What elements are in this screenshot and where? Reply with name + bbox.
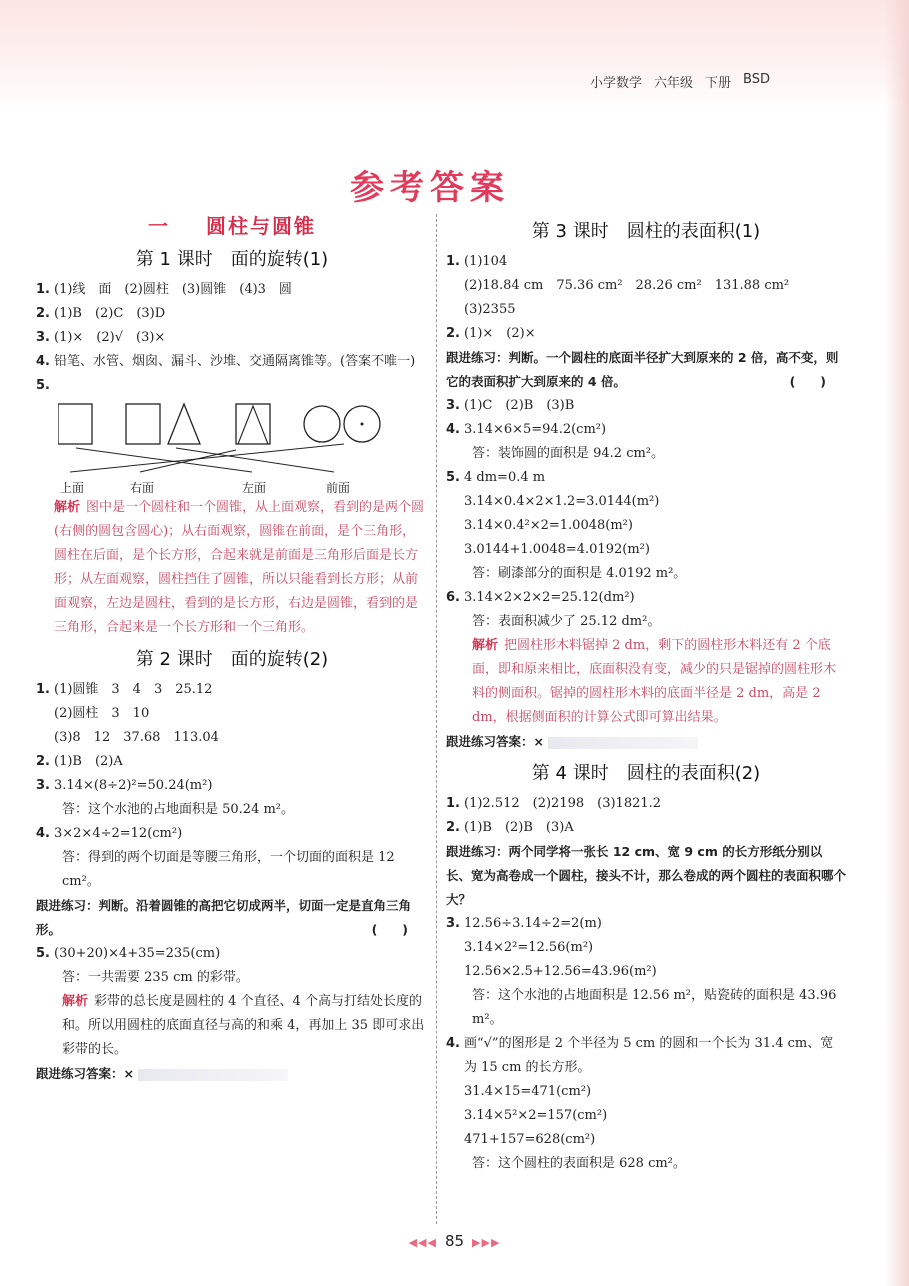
l1-q5: 5. bbox=[36, 378, 50, 393]
view-rectangle-1 bbox=[58, 404, 92, 444]
l1-q4: 4. 铅笔、水管、烟囱、漏斗、沙堆、交通隔离锥等。(答案不唯一) bbox=[36, 354, 416, 369]
l3-q5-answer: 答：刷漆部分的面积是 4.0192 m²。 bbox=[472, 566, 687, 581]
volume-label: 下册 bbox=[705, 76, 732, 91]
lesson-3-title: 第 3 课时 圆柱的表面积(1) bbox=[531, 221, 761, 242]
l1-q3: 3. (1)× (2)√ (3)× bbox=[36, 330, 166, 345]
l3-q5-3: 3.14×0.4²×2=1.0048(m²) bbox=[464, 518, 633, 533]
label-front-view: 前面 bbox=[326, 481, 351, 495]
l4-q4-answer: 答：这个圆柱的表面积是 628 cm²。 bbox=[472, 1156, 686, 1171]
label-right-view: 右面 bbox=[130, 481, 155, 495]
l2-q2: 2. (1)B (2)A bbox=[36, 754, 123, 769]
view-circle-1 bbox=[304, 406, 340, 442]
l4-followup: 跟进练习：两个同学将一张长 12 cm、宽 9 cm 的长方形纸分别以长、宽为高卷成一个圆柱，接头不计，那么卷成的两个圆柱的表面积哪个大？ bbox=[446, 844, 847, 907]
l2-q1-3: (3)8 12 37.68 113.04 bbox=[54, 730, 219, 745]
subject-label: 小学数学 bbox=[590, 76, 643, 91]
running-head bbox=[590, 72, 850, 91]
l2-q1: 1. (1)圆锥 3 4 3 25.12 bbox=[36, 682, 213, 697]
views-matching-figure bbox=[36, 400, 428, 496]
lesson-1-title: 第 1 课时 面的旋转(1) bbox=[135, 249, 329, 270]
l2-followup: 跟进练习：判断。沿着圆锥的高把它切成两半，切面一定是直角三角形。 ( ) bbox=[36, 898, 412, 937]
l4-q3-2: 3.14×2²=12.56(m²) bbox=[464, 940, 594, 955]
l3-q4-answer: 答：装饰圆的面积是 94.2 cm²。 bbox=[472, 446, 665, 461]
l2-q5-answer: 答：一共需要 235 cm 的彩带。 bbox=[62, 970, 249, 985]
l4-q4-1: 31.4×15=471(cm²) bbox=[464, 1084, 592, 1099]
right-column bbox=[446, 212, 846, 1176]
l2-followup-answer: 跟进练习答案：× bbox=[36, 1062, 428, 1086]
view-rect-triangle bbox=[236, 404, 270, 444]
l2-q5: 5. (30+20)×4+35=235(cm) bbox=[36, 946, 221, 961]
page-title: 参考答案 bbox=[350, 168, 510, 208]
label-left-view: 左面 bbox=[242, 481, 267, 495]
page-edge-shade bbox=[885, 0, 909, 1286]
l2-q4: 4. 3×2×4÷2=12(cm²) bbox=[36, 826, 183, 841]
l4-q4-3: 471+157=628(cm²) bbox=[464, 1132, 596, 1147]
l2-q3: 3. 3.14×(8÷2)²=50.24(m²) bbox=[36, 778, 213, 793]
l4-q3-answer: 答：这个水池的占地面积是 12.56 m²，贴瓷砖的面积是 43.96 m²。 bbox=[472, 988, 837, 1027]
l3-q1: 1. (1)104 bbox=[446, 254, 508, 269]
unit-name: 圆柱与圆锥 bbox=[206, 214, 316, 238]
page-number: 85 bbox=[444, 1232, 465, 1250]
l3-q2: 2. (1)× (2)× bbox=[446, 326, 536, 341]
l3-q1-3: (3)2355 bbox=[464, 302, 516, 317]
l2-analysis: 解析 彩带的总长度是圆柱的 4 个直径、4 个高与打结处长度的和。所以用圆柱的底面直径与高的和乘 4，再加上 35 即可求出彩带的长。 bbox=[62, 994, 425, 1057]
grade-label: 六年级 bbox=[654, 76, 694, 91]
l2-q4-answer: 答：得到的两个切面是等腰三角形，一个切面的面积是 12 cm²。 bbox=[62, 850, 395, 889]
l4-q4-2: 3.14×5²×2=157(cm²) bbox=[464, 1108, 608, 1123]
l2-q1-2: (2)圆柱 3 10 bbox=[54, 706, 150, 721]
page-header-band bbox=[0, 0, 909, 110]
next-arrows-icon: ▶▶▶ bbox=[472, 1236, 501, 1249]
l4-q1: 1. (1)2.512 (2)2198 (3)1821.2 bbox=[446, 796, 662, 811]
l4-q3-3: 12.56×2.5+12.56=43.96(m²) bbox=[464, 964, 657, 979]
l2-q3-answer: 答：这个水池的占地面积是 50.24 m²。 bbox=[62, 802, 295, 817]
l1-q1: 1. (1)线 面 (2)圆柱 (3)圆锥 (4)3 圆 bbox=[36, 282, 292, 297]
view-triangle bbox=[168, 404, 200, 444]
l3-q4: 4. 3.14×6×5=94.2(cm²) bbox=[446, 422, 607, 437]
unit-title bbox=[36, 214, 428, 238]
page-number-footer bbox=[0, 1232, 909, 1250]
label-top-view: 上面 bbox=[60, 481, 85, 495]
column-divider bbox=[436, 214, 437, 1224]
view-rectangle-2 bbox=[126, 404, 160, 444]
l3-q5-4: 3.0144+1.0048=4.0192(m²) bbox=[464, 542, 650, 557]
unit-number: 一 bbox=[148, 214, 170, 238]
l4-q2: 2. (1)B (2)B (3)A bbox=[446, 820, 574, 835]
prev-arrows-icon: ◀◀◀ bbox=[408, 1236, 437, 1249]
l4-q3: 3. 12.56÷3.14÷2=2(m) bbox=[446, 916, 602, 931]
l1-analysis: 解析 图中是一个圆柱和一个圆锥，从上面观察，看到的是两个圆(右侧的圆包含圆心)；从右面观察，圆锥在前面，是个三角形，圆柱在后面，是个长方形，合起来就是前面是三角形后面是长方形；从左面观察，圆柱挡住了圆锥，所以只能看到长方形；从前面观察，左边是圆柱，看到的是长方形，右边是圆锥，看到的是三角形，合起来是一个长方形和一个三角形。 bbox=[54, 500, 425, 635]
l3-analysis: 解析 把圆柱形木料锯掉 2 dm，剩下的圆柱形木料还有 2 个底面，即和原来相比，底面积没有变，减少的只是锯掉的圆柱形木料的侧面积。锯掉的圆柱形木料的底面半径是 2 dm，高是 2 dm，根据侧面积的计算公式即可算出结果。 bbox=[472, 638, 837, 725]
l3-q1-2: (2)18.84 cm 75.36 cm² 28.26 cm² 131.88 cm² bbox=[464, 278, 790, 293]
left-column bbox=[36, 212, 428, 1086]
l1-q2: 2. (1)B (2)C (3)D bbox=[36, 306, 166, 321]
l3-followup-answer: 跟进练习答案：× bbox=[446, 730, 846, 754]
l3-q5-2: 3.14×0.4×2×1.2=3.0144(m²) bbox=[464, 494, 660, 509]
l3-q3: 3. (1)C (2)B (3)B bbox=[446, 398, 575, 413]
l3-q6-answer: 答：表面积减少了 25.12 dm²。 bbox=[472, 614, 661, 629]
l3-q5: 5. 4 dm=0.4 m bbox=[446, 470, 546, 485]
l4-q4: 4. 画“√”的图形是 2 个半径为 5 cm 的圆和一个长为 31.4 cm、宽为 15 cm 的长方形。 bbox=[446, 1036, 834, 1075]
l3-q6: 6. 3.14×2×2×2=25.12(dm²) bbox=[446, 590, 635, 605]
l3-followup: 跟进练习：判断。一个圆柱的底面半径扩大到原来的 2 倍，高不变，则它的表面积扩大到原来的 4 倍。 ( ) bbox=[446, 350, 839, 389]
lesson-2-title: 第 2 课时 面的旋转(2) bbox=[135, 649, 329, 670]
lesson-4-title: 第 4 课时 圆柱的表面积(2) bbox=[531, 763, 761, 784]
views-diagram bbox=[58, 400, 398, 476]
edition-label: BSD bbox=[743, 72, 770, 87]
